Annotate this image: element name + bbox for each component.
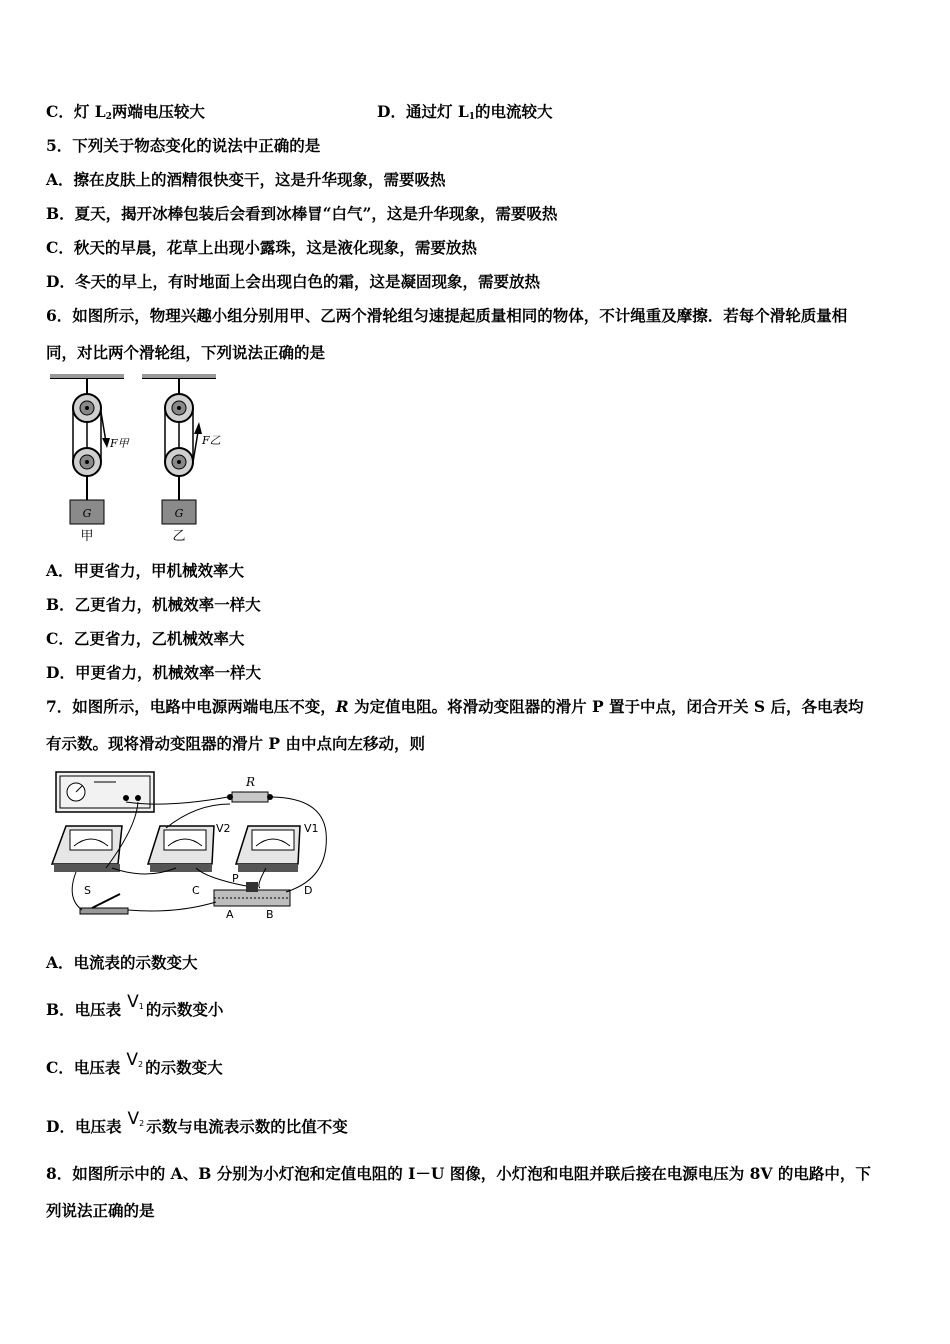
label-v2: V2 [216,822,231,835]
q6-option-d: D．甲更省力，机械效率一样大 [46,663,261,682]
label-p: P [232,872,239,885]
circuit-figure [46,768,346,924]
q7-stem-line2: 有示数。现将滑动变阻器的滑片 P 由中点向左移动，则 [46,734,425,753]
q6-stem-line2: 同，对比两个滑轮组，下列说法正确的是 [46,343,326,362]
q4-option-c: C．灯 $L_2$两端电压较大 [46,102,205,122]
pulley-system-left [70,378,110,524]
q5-option-b: B．夏天，揭开冰棒包装后会看到冰棒冒“白气”，这是升华现象，需要吸热 [46,204,558,223]
q8-stem-line2: 列说法正确的是 [46,1201,155,1220]
label-r: R [246,775,256,789]
q5-stem: 5．下列关于物态变化的说法中正确的是 [46,136,321,155]
voltmeter-v1 [236,826,300,872]
force-label-right: F乙 [202,434,221,447]
power-supply [56,772,154,812]
label-yi: 乙 [172,529,186,544]
q6-option-c: C．乙更省力，乙机械效率大 [46,629,245,648]
q6-option-b: B．乙更省力，机械效率一样大 [46,595,261,614]
weight-label-left: G [82,507,92,520]
voltmeter-v2 [148,826,214,872]
q4-option-d: D．通过灯 $L_1$的电流较大 [377,102,553,122]
ammeter [52,826,122,872]
switch-s [80,894,128,914]
q7-option-a: A．电流表的示数变大 [46,953,198,972]
voltmeter-v1-symbol: $V_1$ [127,992,144,1012]
voltmeter-v2-symbol-d: $V_2$ [127,1109,145,1129]
q6-option-a: A．甲更省力，甲机械效率大 [46,561,245,580]
pulley-figure [46,372,236,548]
label-d: D [304,884,313,897]
q7-option-b: B．电压表 $V_1$ 的示数变小 [46,992,224,1019]
q8-stem-line1: 8．如图所示中的 A、B 分别为小灯泡和定值电阻的 I－U 图像，小灯泡和电阻并联后接在电源电压为 8V 的电路中，下 [46,1164,871,1183]
label-jia: 甲 [80,529,94,544]
rheostat [214,882,290,906]
weight-label-right: G [174,507,184,520]
voltmeter-v2-symbol: $V_2$ [126,1050,144,1070]
q5-option-a: A．擦在皮肤上的酒精很快变干，这是升华现象，需要吸热 [46,170,446,189]
pulley-system-right [162,378,202,524]
q5-option-c: C．秋天的早晨，花草上出现小露珠，这是液化现象，需要放热 [46,238,477,257]
label-s: S [84,884,91,897]
ceiling-right [142,374,216,378]
label-a: A [226,908,234,921]
q7-option-d: D．电压表 $V_2$ 示数与电流表示数的比值不变 [46,1109,348,1136]
label-b: B [266,908,274,921]
label-c: C [192,884,200,897]
q7-stem-line1: 7．如图所示，电路中电源两端电压不变，R 为定值电阻。将滑动变阻器的滑片 P 置于中点，闭合开关 S 后，各电表均 [46,697,864,716]
force-label-left: F甲 [110,437,129,450]
ceiling-left [50,374,124,378]
label-v1: V1 [304,822,319,835]
q5-option-d: D．冬天的早上，有时地面上会出现白色的霜，这是凝固现象，需要放热 [46,272,540,291]
resistor-r [227,792,273,802]
q6-stem-line1: 6．如图所示，物理兴趣小组分别用甲、乙两个滑轮组匀速提起质量相同的物体，不计绳重及摩擦．若每个滑轮质量相 [46,306,848,325]
q7-option-c: C．电压表 $V_2$ 的示数变大 [46,1050,223,1077]
